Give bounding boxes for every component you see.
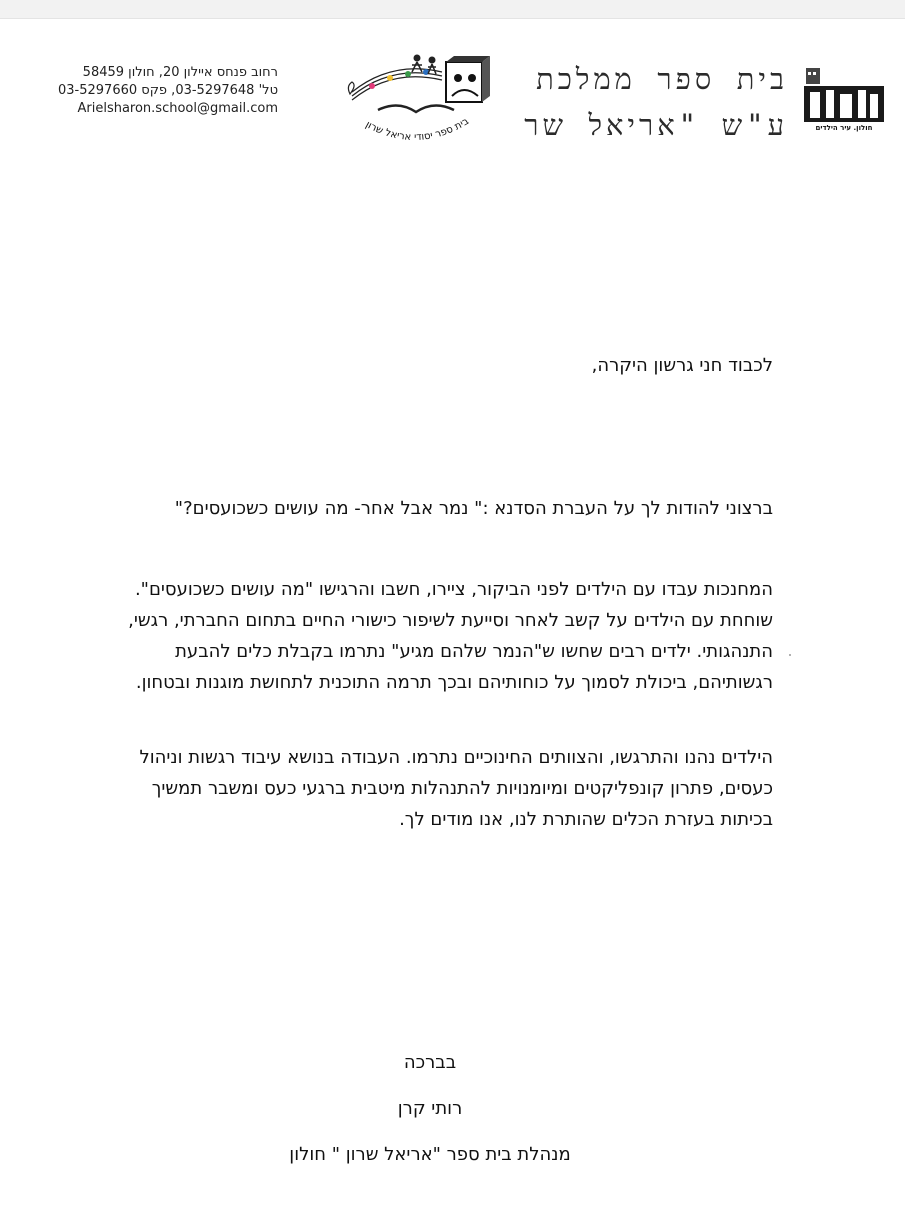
paragraph-text: ברצוני להודות לך על העברת הסדנא :" נמר אבל אחר- מה עושים כשכועסים?": [174, 498, 773, 519]
city-logo-caption: חולון. עיר הילדים: [815, 124, 873, 132]
music-note-green-icon: [405, 71, 411, 77]
contact-block: [28, 64, 278, 118]
school-logo: [342, 52, 492, 152]
paragraph-text: הילדים נהנו והתרגשו, והצוותים החינוכיים נתרמו. העבודה בנושא עיבוד רגשות וניהול כעסים, פתרון קונפליקטים ומיומנויות להתנהלות מיטבית ברגעי כעס ומשבר תמשיך בכיתות בעזרת הכלים שהותרת לנו, אנו מודים לך.: [139, 747, 773, 830]
scan-speck: [789, 654, 791, 656]
school-name-line1: בית ספר ממלכת: [536, 62, 788, 96]
closing: בברכה: [403, 1052, 457, 1073]
email-line[interactable]: Arielsharon.school@gmail.com: [77, 101, 278, 116]
music-note-pink-icon: [369, 83, 375, 89]
school-logo-arc-text: בית ספר יסודי אריאל שרון: [363, 115, 471, 144]
top-strip: [0, 0, 905, 19]
paragraph-text: המחנכות עבדו עם הילדים לפני הביקור, ציירו, חשבו והרגישו "מה עושים כשכועסים". שוחחת עם הילדים על קשב לאחר וסייעת לשיפור כישורי החיים בתחום החברתי, רגשי, התנהגותי. ילדים רבים שחשו ש"הנמר שלהם מגיע" נתרמו בקבלת כלים להבעת רגשותיהם, ביכולת לסמוך על כוחותיהם ובכך תרמה התוכנית לתחושת מוגנות ובטחון.: [128, 579, 773, 693]
signature-block: [230, 1040, 630, 1178]
school-name: [498, 56, 788, 148]
letter-paragraph-3: [113, 742, 773, 835]
music-note-yellow-icon: [387, 75, 393, 81]
treble-clef-icon: [348, 82, 354, 94]
svg-text:בית ספר יסודי אריאל שרון: [364, 116, 471, 143]
signer-name: רותי קרן: [397, 1098, 463, 1119]
letter-paragraph-2: [113, 574, 773, 698]
open-book-icon: [378, 105, 454, 112]
greeting: לכבוד חני גרשון היקרה,: [591, 355, 773, 376]
phone-fax-line: טל' 03-5297648, פקס 03-5297660: [58, 83, 278, 98]
book-cube-icon: [446, 56, 490, 102]
school-name-line2: ע"ש "אריאל שר: [524, 108, 788, 142]
letter-paragraph-1: [113, 493, 773, 524]
address-line: רחוב פנחס איילון 20, חולון 58459: [82, 65, 278, 80]
signer-title: מנהלת בית ספר "אריאל שרון " חולון: [289, 1144, 571, 1165]
